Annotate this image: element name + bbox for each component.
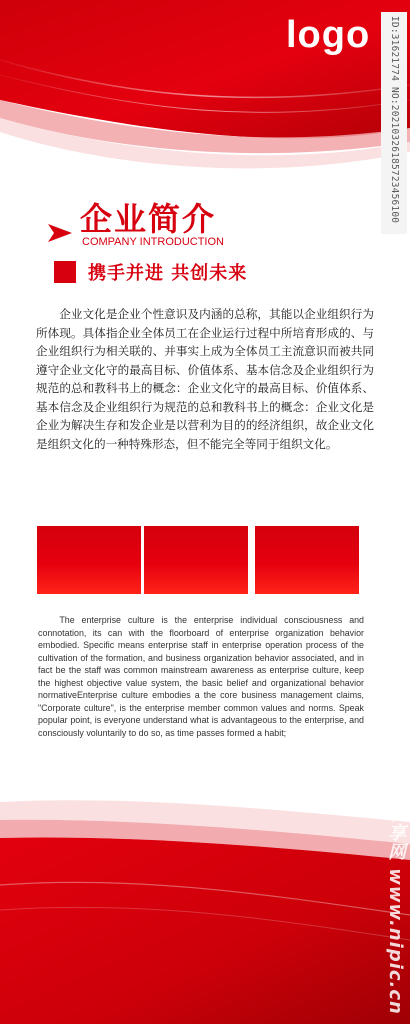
red-arrow-icon — [48, 222, 72, 244]
bottom-red-banner — [0, 790, 410, 1024]
slogan: 携手并进 共创未来 — [88, 263, 248, 284]
logo-text: logo — [286, 14, 371, 56]
body-text-chinese: 企业文化是企业个性意识及内涵的总称，其能以企业组织行为所体现。具体指企业全体员工在企业运行过程中所培育形成的、与企业组织行为相关联的、并事实上成为全体员工主流意识而被共同遵守企业文化守的最高目标、价值体系、基本信念及企业组织行为规范的总和教科书上的概念：企业文化守的最高目标、价值体系、基本信念及企业组织行为规范的总和教科书上的概念：企业文化是企业为解决生存和发企业是以营利为目的的经济组织，故企业文化是组织文化的一种特殊形态，但不能完全等同于组织文化。 — [36, 307, 374, 451]
section-subtitle: COMPANY INTRODUCTION — [82, 236, 224, 248]
red-square-icon — [54, 261, 76, 283]
body-text-english: The enterprise culture is the enterprise individual consciousness and connotation, its can with the floorboard of enterprise organization behavior embodied. Specific means enterprise staff in enterprise operation process of the cultivation of the formation, and business organization behavior associated, and in fact be the staff was common mainstream awareness as enterprise culture, keep the highest objective value system, the basic belief and organizational behavior normativeEnterprise culture embodies a the core business management claims, "Corporate culture", is the enterprise member common values and norms. Speak popular point, is everyone understand what is advantageous to the enterprise, and consciously voluntarily to do so, as time passes formed a habit; — [38, 615, 364, 738]
section-title: 企业简介 — [80, 200, 217, 238]
photo-placeholder — [37, 526, 141, 594]
image-id-label: ID:31621774 NO:20210326185723456100 — [381, 12, 407, 234]
photo-placeholder — [144, 526, 248, 594]
photo-placeholder — [255, 526, 359, 594]
watermark: 昵享网 www.nipic.cn — [385, 804, 406, 1015]
